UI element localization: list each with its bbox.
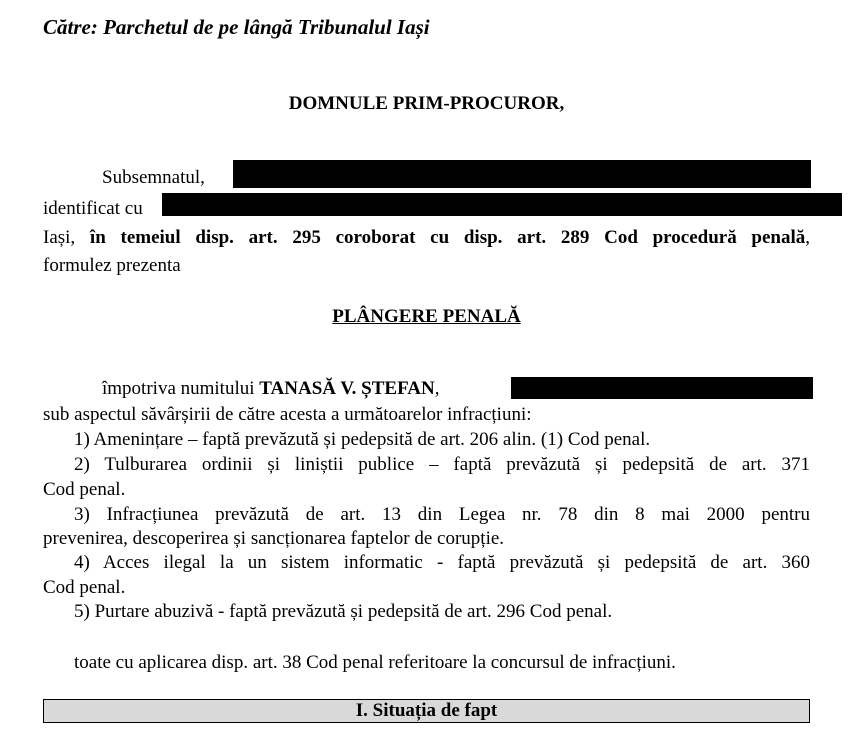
section-heading-text: I. Situația de fapt [355, 700, 498, 721]
offense-item: 3) Infracțiunea prevăzută de art. 13 din Legea nr. 78 din 8 mai 2000 pentru [74, 504, 810, 525]
intro-city: Iași, [43, 227, 76, 248]
redaction-block [162, 193, 842, 216]
offense-item-continuation: Cod penal. [43, 479, 126, 500]
redaction-block [511, 377, 813, 399]
addressee: Către: Parchetul de pe lângă Tribunalul Iași [43, 15, 430, 39]
offense-item: 2) Tulburarea ordinii și liniștii publice – faptă prevăzută și pedepsită de art. 371 [74, 454, 810, 475]
salutation: DOMNULE PRIM-PROCUROR, [288, 93, 565, 114]
accused-comma: , [434, 378, 440, 399]
section-heading [43, 699, 810, 723]
accused-name: TANASĂ V. ȘTEFAN [259, 378, 435, 399]
accused-prefix: împotriva numitului [102, 378, 255, 399]
intro-line-4: formulez prezenta [43, 255, 181, 276]
legal-basis: în temeiul disp. art. 295 coroborat cu disp. art. 289 Cod procedură penală [89, 227, 806, 248]
accused-line-2: sub aspectul săvârșirii de către acesta a următoarelor infracțiuni: [43, 404, 532, 425]
closing-statement: toate cu aplicarea disp. art. 38 Cod penal referitoare la concursul de infracțiuni. [74, 652, 676, 673]
offense-item: 4) Acces ilegal la un sistem informatic - faptă prevăzută și pedepsită de art. 360 [74, 552, 810, 573]
document-title: PLÂNGERE PENALĂ [332, 306, 521, 327]
intro-line-2: identificat cu [43, 198, 143, 219]
offense-item: 1) Amenințare – faptă prevăzută și pedepsită de art. 206 alin. (1) Cod penal. [74, 429, 651, 450]
intro-comma: , [805, 227, 811, 248]
offense-item: 5) Purtare abuzivă - faptă prevăzută și pedepsită de art. 296 Cod penal. [74, 601, 613, 622]
offense-item-continuation: Cod penal. [43, 577, 126, 598]
intro-line-3 [43, 226, 810, 250]
offense-item-continuation: prevenirea, descoperirea și sancționarea faptelor de corupție. [43, 528, 505, 549]
intro-line-1: Subsemnatul, [102, 167, 205, 188]
redaction-block [233, 160, 811, 188]
accused-line-1 [102, 377, 439, 401]
